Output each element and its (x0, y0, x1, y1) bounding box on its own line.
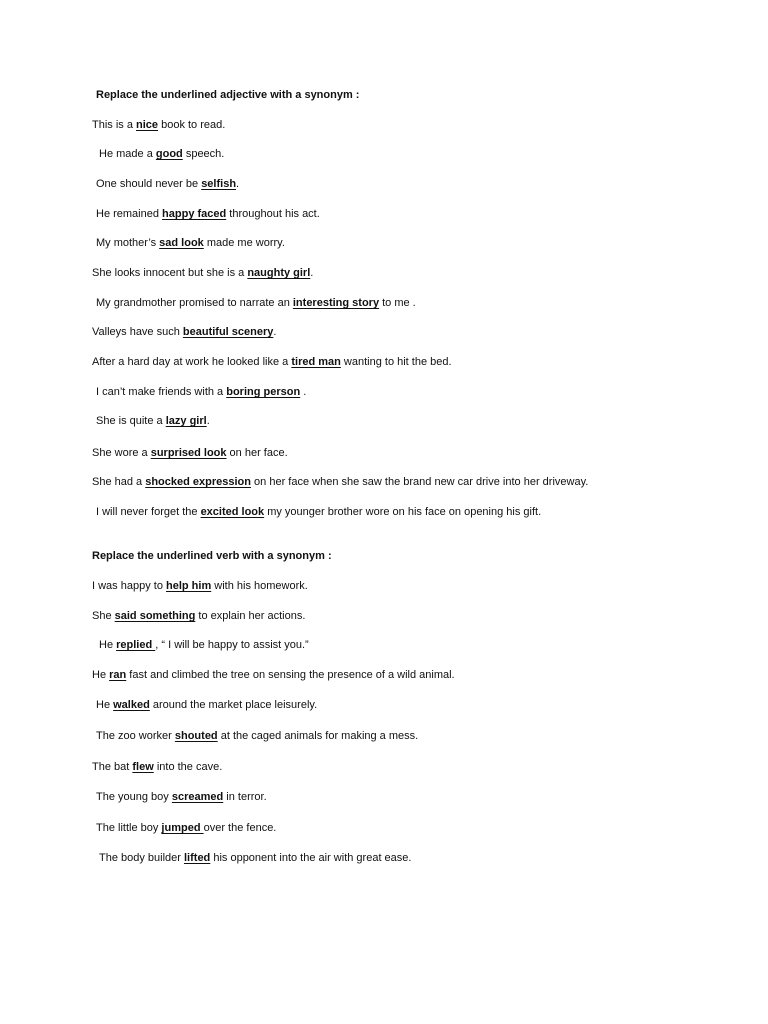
line-text: The zoo worker (96, 730, 175, 742)
line-text: fast and climbed the tree on sensing the presence of a wild animal. (126, 669, 455, 681)
line-text: into the cave. (153, 761, 223, 773)
line-text: The bat (92, 761, 133, 773)
line-text: . (310, 267, 314, 279)
exercise-line (92, 475, 588, 489)
underlined-word: shocked expression (145, 476, 251, 488)
line-text: to me . (379, 297, 416, 309)
line-text: She had a (92, 476, 146, 488)
underlined-word: ran (109, 669, 127, 681)
exercise-line (96, 296, 416, 310)
underlined-word: happy faced (162, 208, 227, 220)
line-text: My grandmother promised to narrate an (96, 297, 293, 309)
line-text: The little boy (96, 822, 162, 834)
exercise-line (99, 851, 411, 865)
exercise-line (96, 236, 285, 250)
line-text: throughout his act. (226, 208, 320, 220)
exercise-line (92, 266, 313, 280)
underlined-word: naughty girl (247, 267, 311, 279)
underlined-word: help him (166, 580, 212, 592)
exercise-line (92, 325, 276, 339)
line-text: wanting to hit the bed. (340, 356, 452, 368)
line-text: . (236, 178, 240, 190)
underlined-word: interesting story (292, 297, 380, 309)
line-text: , “ I will be happy to assist you.” (155, 639, 309, 651)
underlined-word: said something (114, 610, 196, 622)
line-text: One should never be (96, 178, 202, 190)
line-text: I was happy to (92, 580, 166, 592)
exercise-line (96, 790, 267, 804)
exercise-line (96, 505, 541, 519)
exercise-line (96, 414, 210, 428)
exercise-line (96, 729, 418, 743)
line-text: my younger brother wore on his face on opening his gift. (264, 506, 542, 518)
exercise-line (92, 446, 288, 460)
line-text: My mother’s (96, 237, 160, 249)
underlined-word: boring person (226, 386, 301, 398)
underlined-word: beautiful scenery (182, 326, 274, 338)
line-text: She wore a (92, 447, 151, 459)
line-text: I will never forget the (96, 506, 201, 518)
exercise-line (99, 638, 309, 652)
exercise-line (92, 668, 455, 682)
exercise-line (96, 821, 276, 835)
exercise-line (92, 118, 225, 132)
line-text: She is quite a (96, 415, 166, 427)
underlined-word: excited look (200, 506, 265, 518)
line-text: on her face. (226, 447, 288, 459)
line-text: . (300, 386, 307, 398)
line-text: This is a (92, 119, 137, 131)
exercise-line (92, 609, 305, 623)
line-text: speech. (182, 148, 225, 160)
line-text: He made a (99, 148, 156, 160)
line-text: to explain her actions. (195, 610, 306, 622)
exercise-line (92, 579, 308, 593)
exercise-line (96, 698, 317, 712)
line-text: He (99, 639, 117, 651)
underlined-word: nice (136, 119, 159, 131)
line-text: over the fence. (203, 822, 277, 834)
underlined-word: selfish (201, 178, 237, 190)
line-text: made me worry. (203, 237, 285, 249)
underlined-word: lazy girl (165, 415, 207, 427)
underlined-word: flew (132, 761, 154, 773)
line-text: She (92, 610, 115, 622)
section-heading-adjectives: Replace the underlined adjective with a synonym : (96, 89, 360, 101)
exercise-line (96, 177, 239, 191)
line-text: . (206, 415, 210, 427)
line-text: around the market place leisurely. (149, 699, 318, 711)
exercise-line (99, 147, 224, 161)
line-text: in terror. (223, 791, 267, 803)
underlined-word: shouted (174, 730, 218, 742)
underlined-word: sad look (159, 237, 204, 249)
underlined-word: screamed (171, 791, 224, 803)
line-text: Valleys have such (92, 326, 183, 338)
underlined-word: good (155, 148, 183, 160)
line-text: book to read. (158, 119, 226, 131)
line-text: at the caged animals for making a mess. (217, 730, 419, 742)
exercise-line (92, 760, 222, 774)
underlined-word: walked (113, 699, 150, 711)
exercise-line (96, 385, 306, 399)
line-text: The young boy (96, 791, 172, 803)
line-text: He (92, 669, 110, 681)
underlined-word: lifted (184, 852, 211, 864)
section-heading-verbs: Replace the underlined verb with a synonym : (92, 550, 332, 562)
line-text: He (96, 699, 114, 711)
line-text: on her face when she saw the brand new car drive into her driveway. (251, 476, 589, 488)
line-text: with his homework. (211, 580, 308, 592)
underlined-word: jumped (161, 822, 204, 834)
underlined-word: tired man (291, 356, 341, 368)
line-text: He remained (96, 208, 163, 220)
line-text: I can’t make friends with a (96, 386, 227, 398)
underlined-word: surprised look (150, 447, 227, 459)
line-text: She looks innocent but she is a (92, 267, 248, 279)
exercise-line (92, 355, 452, 369)
line-text: After a hard day at work he looked like a (92, 356, 292, 368)
line-text: The body builder (99, 852, 184, 864)
underlined-word: replied (116, 639, 156, 651)
line-text: his opponent into the air with great ease. (210, 852, 412, 864)
exercise-line (96, 207, 320, 221)
line-text: . (273, 326, 277, 338)
